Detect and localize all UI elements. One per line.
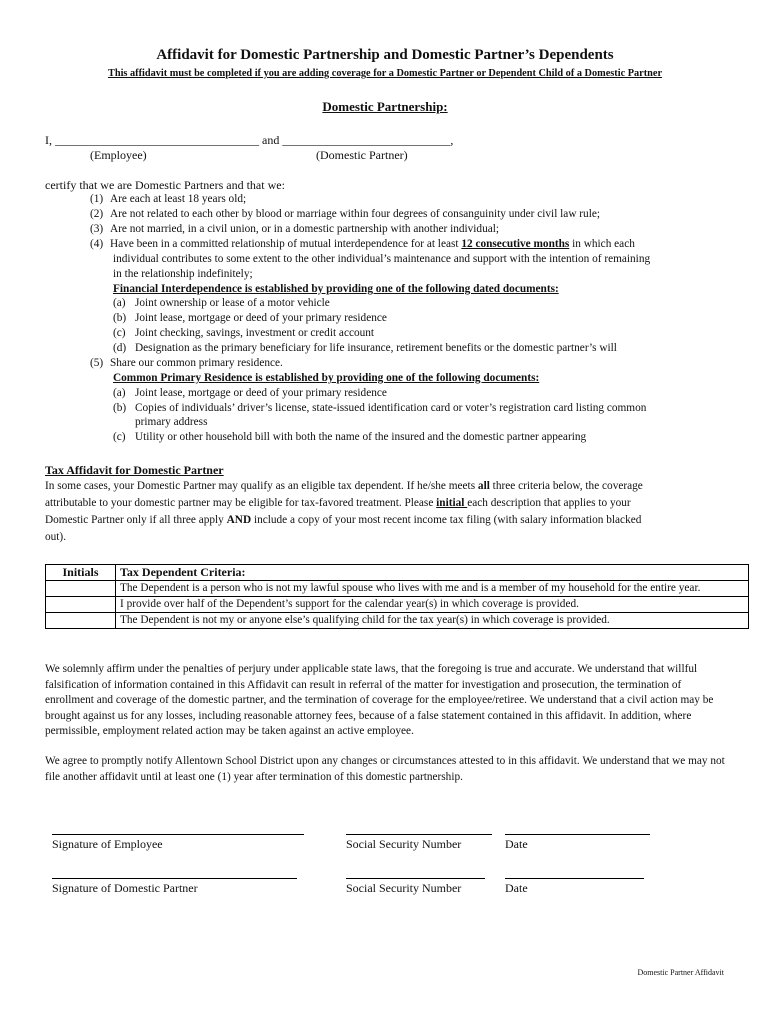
page-footer: Domestic Partner Affidavit (637, 968, 724, 977)
list-item-continuation: individual contributes to some extent to the other individual’s maintenance and support with the intention of remaining (113, 253, 651, 265)
ssn-line[interactable] (346, 878, 485, 879)
list-item: (2) Are not related to each other by blood or marriage within four degrees of consanguinity under civil law rule; (90, 208, 600, 220)
criteria-text: The Dependent is not my or anyone else’s qualifying child for the tax year(s) in which coverage is provided. (116, 613, 749, 629)
list-item: (4) Have been in a committed relationship of mutual interdependence for at least 12 consecutive months in which each (90, 238, 635, 250)
initials-field[interactable] (46, 581, 116, 597)
certify-statement: certify that we are Domestic Partners and that we: (45, 178, 285, 192)
date-label: Date (505, 881, 528, 895)
date-line[interactable] (505, 878, 644, 879)
table-header-row (46, 565, 749, 581)
initials-column-header: Initials (46, 565, 116, 581)
list-item: (a) Joint ownership or lease of a motor vehicle (113, 297, 330, 309)
employee-signature-line[interactable] (52, 834, 304, 835)
names-line: I, __________________________________ and ____________________________, (45, 133, 454, 147)
table-row (46, 581, 749, 597)
partner-signature-line[interactable] (52, 878, 297, 879)
domestic-partnership-heading: Domestic Partnership: (322, 99, 448, 114)
list-item: (3) Are not married, in a civil union, or in a domestic partnership with another individual; (90, 223, 500, 235)
partner-signature-label: Signature of Domestic Partner (52, 881, 198, 895)
ssn-label: Social Security Number (346, 881, 462, 895)
criteria-column-header: Tax Dependent Criteria: (116, 565, 749, 581)
tax-paragraph-line: In some cases, your Domestic Partner may qualify as an eligible tax dependent. If he/she meets all three criteria below, the coverage (45, 480, 643, 492)
employee-signature-label: Signature of Employee (52, 837, 163, 851)
criteria-text: I provide over half of the Dependent’s support for the calendar year(s) in which coverage is provided. (116, 597, 749, 613)
list-item-continuation: primary address (135, 416, 208, 428)
criteria-text: The Dependent is a person who is not my lawful spouse who lives with me and is a member of my household for the entire year. (116, 581, 749, 597)
list-item: (1) Are each at least 18 years old; (90, 193, 247, 205)
list-item: (a) Joint lease, mortgage or deed of your primary residence (113, 387, 387, 399)
financial-interdependence-heading: Financial Interdependence is established by providing one of the following dated documents: (113, 283, 559, 295)
tax-criteria-table (45, 564, 749, 629)
tax-affidavit-heading: Tax Affidavit for Domestic Partner (45, 463, 224, 477)
document-title: Affidavit for Domestic Partnership and Domestic Partner’s Dependents (156, 47, 614, 63)
tax-paragraph-line: out). (45, 531, 67, 543)
ssn-label: Social Security Number (346, 837, 462, 851)
list-item: (b) Copies of individuals’ driver’s license, state-issued identification card or voter’s registration card listing common (113, 402, 647, 414)
employee-label: (Employee) (90, 148, 147, 162)
common-residence-heading: Common Primary Residence is established by providing one of the following documents: (113, 372, 540, 384)
initials-field[interactable] (46, 613, 116, 629)
date-label: Date (505, 837, 528, 851)
table-row (46, 597, 749, 613)
ssn-line[interactable] (346, 834, 492, 835)
list-item: (b) Joint lease, mortgage or deed of your primary residence (113, 312, 387, 324)
date-line[interactable] (505, 834, 650, 835)
list-item: (c) Utility or other household bill with both the name of the insured and the domestic partner appearing (113, 431, 587, 443)
list-item: (d) Designation as the primary beneficiary for life insurance, retirement benefits or the domestic partner’s will (113, 342, 617, 354)
tax-paragraph-line: Domestic Partner only if all three apply AND include a copy of your most recent income tax filing (with salary information blacked (45, 514, 642, 526)
partner-label: (Domestic Partner) (316, 148, 408, 162)
document-subtitle: This affidavit must be completed if you are adding coverage for a Domestic Partner or Dependent Child of a Domestic Partner (107, 68, 663, 79)
notification-paragraph: We agree to promptly notify Allentown School District upon any changes or circumstances attested to in this affidavit. We understand that we may not file another affidavit until at least one (1) year after termination of this domestic partnership. (45, 755, 725, 783)
table-row (46, 613, 749, 629)
list-item: (5) Share our common primary residence. (90, 357, 283, 369)
list-item: (c) Joint checking, savings, investment or credit account (113, 327, 375, 339)
affirmation-paragraph: We solemnly affirm under the penalties of perjury under applicable state laws, that the foregoing is true and accurate. We understand that willful falsification of information contained in this Affidavit can result in referral of the matter for investigation and prosecution, the termination of enrollment and coverage of the domestic partner, and the termination of coverage for the employee/retiree. We understand that a civil action may be brought against us for any losses, including reasonable attorney fees, because of a false statement contained in this affidavit. In addition, where permissible, employment related action may be taken against an active employee. (45, 663, 714, 738)
list-item-continuation: in the relationship indefinitely; (113, 268, 253, 280)
initials-field[interactable] (46, 597, 116, 613)
tax-paragraph-line: attributable to your domestic partner may be eligible for tax-favored treatment. Please initial each description that applies to your (45, 497, 631, 509)
